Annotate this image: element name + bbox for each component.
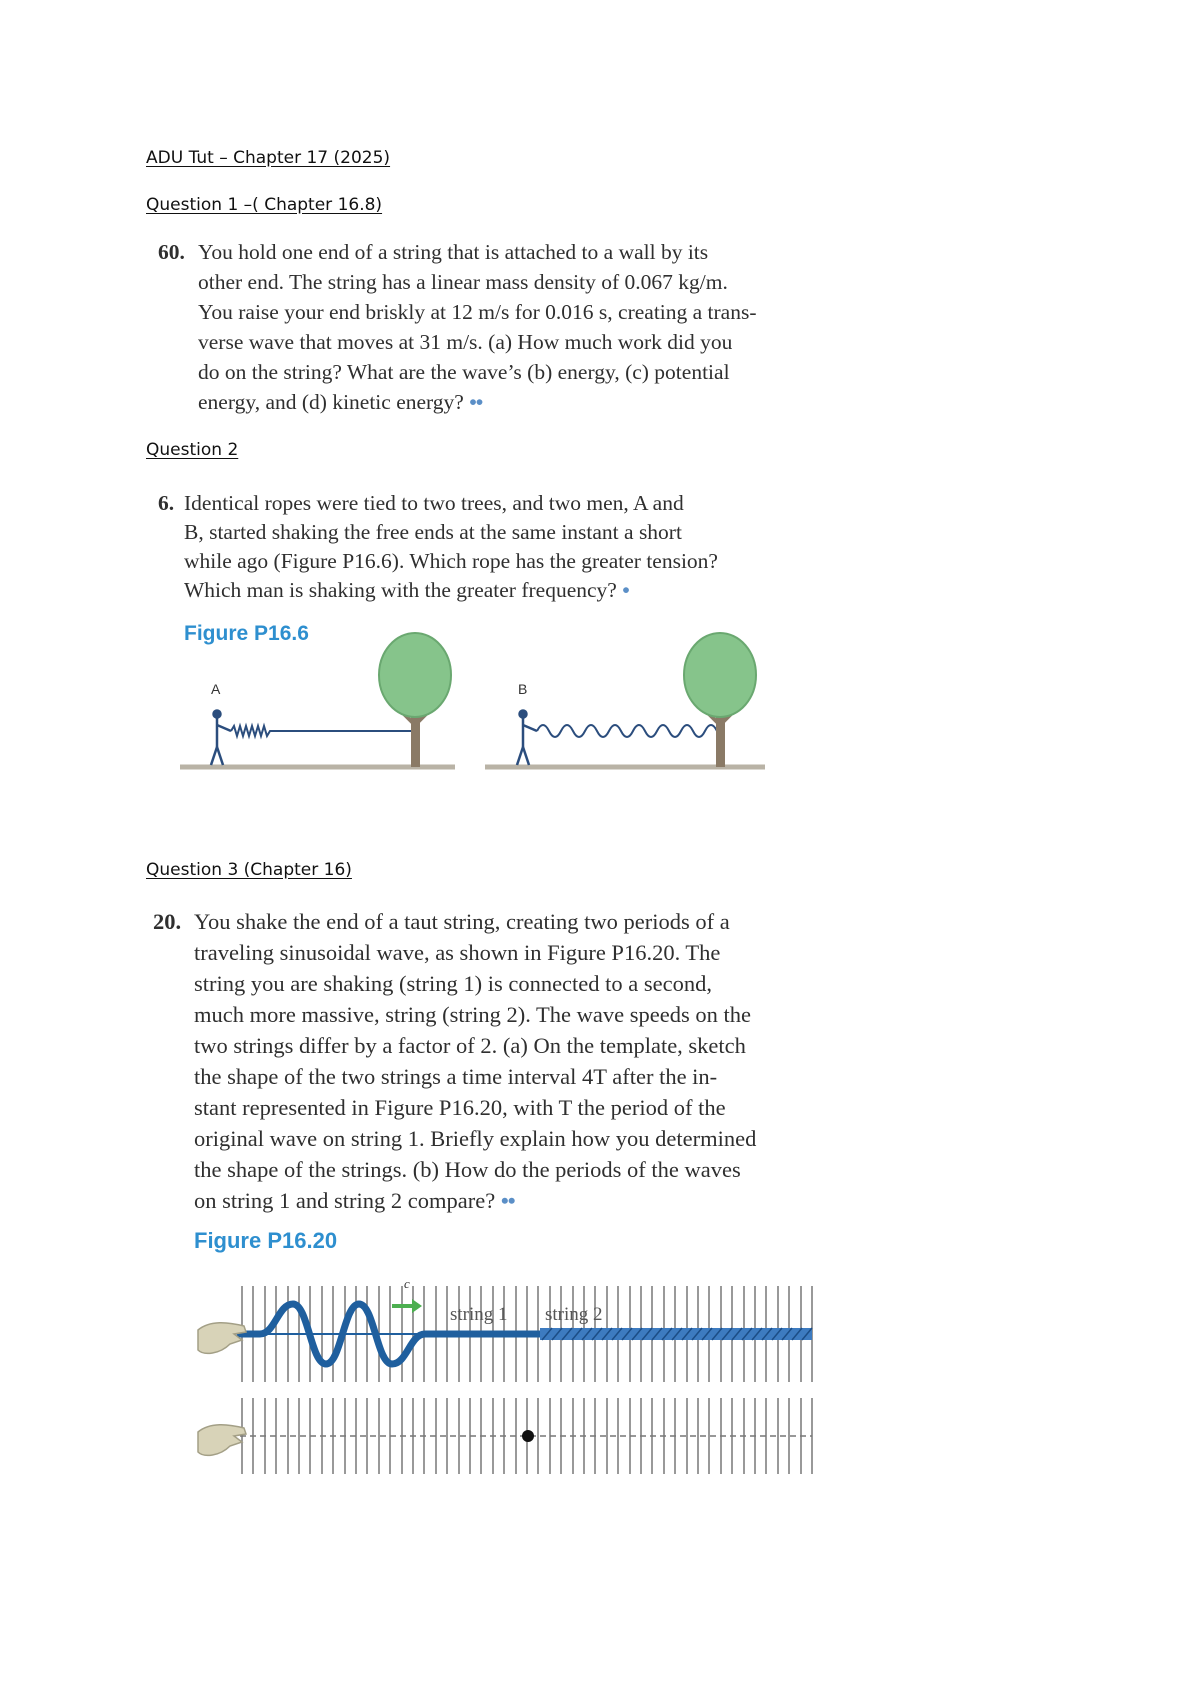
speed-label: c: [404, 1276, 410, 1291]
question-1-number: 60.: [158, 240, 185, 264]
question-2-number: 6.: [158, 491, 175, 515]
difficulty-dots: •: [622, 578, 629, 602]
rope-b: [537, 725, 721, 737]
q3-line: much more massive, string (string 2). The wave speeds on the: [194, 1002, 751, 1027]
q3-line: the shape of the two strings a time interval 4T after the in-: [194, 1064, 718, 1089]
question-2-text: [158, 489, 718, 605]
string-2-label: string 2: [545, 1304, 603, 1325]
q3-line: stant represented in Figure P16.20, with T the period of the: [194, 1095, 726, 1120]
label-man-b: B: [518, 681, 528, 697]
q3-line: You shake the end of a taut string, creating two periods of a: [194, 909, 730, 934]
figure-p16-6-label: Figure P16.6: [184, 622, 309, 645]
q1-line: You raise your end briskly at 12 m/s for 0.016 s, creating a trans-: [198, 300, 757, 324]
q3-line: original wave on string 1. Briefly explain how you determined: [194, 1126, 757, 1151]
q2-line: Identical ropes were tied to two trees, and two men, A and: [184, 491, 684, 515]
q3-line: two strings differ by a factor of 2. (a) On the template, sketch: [194, 1033, 746, 1058]
q3-line: string you are shaking (string 1) is connected to a second,: [194, 971, 712, 996]
question-3-text: [153, 906, 756, 1216]
question-3-number: 20.: [153, 909, 182, 934]
q2-line: Which man is shaking with the greater frequency?: [184, 578, 617, 602]
q1-line: do on the string? What are the wave’s (b) energy, (c) potential: [198, 360, 730, 384]
q3-line: traveling sinusoidal wave, as shown in Figure P16.20. The: [194, 940, 721, 965]
q3-line: on string 1 and string 2 compare?: [194, 1188, 496, 1213]
figure-p16-20: [190, 1270, 820, 1480]
question-3-heading: Question 3 (Chapter 16): [146, 860, 352, 880]
stick-figure-a: [211, 711, 231, 766]
figure-p16-20-label: Figure P16.20: [194, 1228, 338, 1253]
tree-right: [684, 633, 756, 767]
q2-line: while ago (Figure P16.6). Which rope has the greater tension?: [184, 549, 718, 573]
question-2-heading: Question 2: [146, 440, 239, 460]
question-1-heading: Question 1 –( Chapter 16.8): [146, 195, 383, 215]
q1-line: You hold one end of a string that is attached to a wall by its: [198, 240, 709, 264]
stick-figure-b: [517, 711, 537, 766]
label-man-a: A: [211, 681, 221, 697]
question-1-text: [158, 237, 757, 417]
difficulty-dots: ••: [500, 1188, 515, 1213]
velocity-arrow-icon: [392, 1299, 422, 1313]
hand-top-icon: [198, 1323, 246, 1354]
junction-dot: [522, 1430, 534, 1442]
difficulty-dots: ••: [469, 390, 483, 414]
document-title: ADU Tut – Chapter 17 (2025): [146, 148, 391, 168]
rope-a: [231, 726, 411, 736]
q1-line: other end. The string has a linear mass density of 0.067 kg/m.: [198, 270, 728, 294]
tree-left: [379, 633, 451, 767]
string-1-label: string 1: [450, 1304, 508, 1325]
hand-bottom-icon: [198, 1425, 246, 1456]
figure-p16-6: [175, 625, 765, 775]
q3-line: the shape of the strings. (b) How do the periods of the waves: [194, 1157, 741, 1182]
q1-line: verse wave that moves at 31 m/s. (a) How much work did you: [198, 330, 733, 354]
q2-line: B, started shaking the free ends at the same instant a short: [184, 520, 682, 544]
q1-line: energy, and (d) kinetic energy?: [198, 390, 464, 414]
